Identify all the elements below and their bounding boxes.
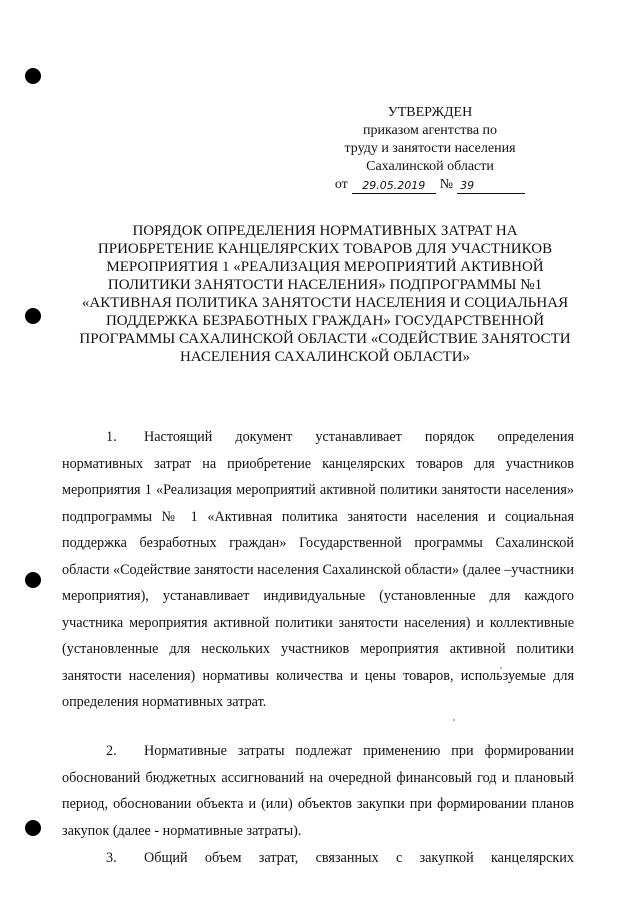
handwritten-date: 29.05.2019 bbox=[352, 179, 436, 194]
paragraph-1 bbox=[62, 424, 574, 716]
punch-hole-bottom bbox=[25, 820, 41, 836]
paragraph-number: 2. bbox=[106, 743, 117, 759]
scan-speck bbox=[453, 719, 455, 721]
paragraph-number: 1. bbox=[106, 429, 117, 445]
paragraph-text: Нормативные затраты подлежат применению при формировании обоснований бюджетных ассигнований на очередной финансовый год и плановый период, обосновании объекта и (или) объектов закупки при формировании планов закупок (далее - нормативные затраты). bbox=[62, 743, 574, 839]
approval-line-3: Сахалинской области bbox=[366, 159, 494, 174]
paragraph-3 bbox=[62, 845, 574, 872]
punch-hole-middle bbox=[25, 308, 41, 324]
approval-heading: УТВЕРЖДЕН bbox=[387, 105, 473, 120]
punch-hole-top bbox=[25, 68, 41, 84]
title-line: ПРИОБРЕТЕНИЕ КАНЦЕЛЯРСКИХ ТОВАРОВ ДЛЯ УЧАСТНИКОВ bbox=[97, 241, 553, 257]
number-sign: № bbox=[439, 177, 454, 192]
title-line: ПОРЯДОК ОПРЕДЕЛЕНИЯ НОРМАТИВНЫХ ЗАТРАТ НА bbox=[132, 223, 518, 239]
title-line: ПРОГРАММЫ САХАЛИНСКОЙ ОБЛАСТИ «СОДЕЙСТВИЕ ЗАНЯТОСТИ bbox=[79, 331, 571, 347]
paragraph-number: 3. bbox=[106, 850, 117, 866]
title-line: «АКТИВНАЯ ПОЛИТИКА ЗАНЯТОСТИ НАСЕЛЕНИЯ И СОЦИАЛЬНАЯ bbox=[81, 295, 569, 311]
paragraph-2 bbox=[62, 738, 574, 844]
document-title bbox=[70, 222, 580, 366]
approval-line-2: труду и занятости населения bbox=[344, 141, 516, 156]
title-line: МЕРОПРИЯТИЯ 1 «РЕАЛИЗАЦИЯ МЕРОПРИЯТИЙ АКТИВНОЙ bbox=[106, 259, 544, 275]
approval-date-row bbox=[330, 176, 530, 194]
title-line: НАСЕЛЕНИЯ САХАЛИНСКОЙ ОБЛАСТИ» bbox=[179, 349, 471, 365]
date-prefix: от bbox=[334, 177, 348, 192]
punch-hole-lower bbox=[25, 572, 41, 588]
paragraph-text: Общий объем затрат, связанных с закупкой канцелярских bbox=[144, 850, 574, 866]
title-line: ПОДДЕРЖКА БЕЗРАБОТНЫХ ГРАЖДАН» ГОСУДАРСТВЕННОЙ bbox=[105, 313, 545, 329]
title-line: ПОЛИТИКИ ЗАНЯТОСТИ НАСЕЛЕНИЯ» ПОДПРОГРАММЫ №1 bbox=[107, 277, 543, 293]
approval-line-1: приказом агентства по bbox=[362, 123, 498, 138]
approval-block bbox=[330, 104, 530, 194]
handwritten-number: 39 bbox=[457, 179, 525, 194]
paragraph-text: Настоящий документ устанавливает порядок определения нормативных затрат на приобретение канцелярских товаров для участников мероприятия 1 «Реализация мероприятий активной политики занятости населения» подпрограммы № 1 «Активная политика занятости населения и социальная поддержка безработных граждан» Государственной программы Сахалинской области «Содействие занятости населения Сахалинской области» (далее –участники мероприятия), устанавливает индивидуальные (установленные для каждого участника мероприятия активной политики занятости населения) и коллективные (установленные для нескольких участников мероприятия активной политики занятости населения) нормативы количества и цены товаров, используемые для определения нормативных затрат. bbox=[62, 429, 574, 710]
